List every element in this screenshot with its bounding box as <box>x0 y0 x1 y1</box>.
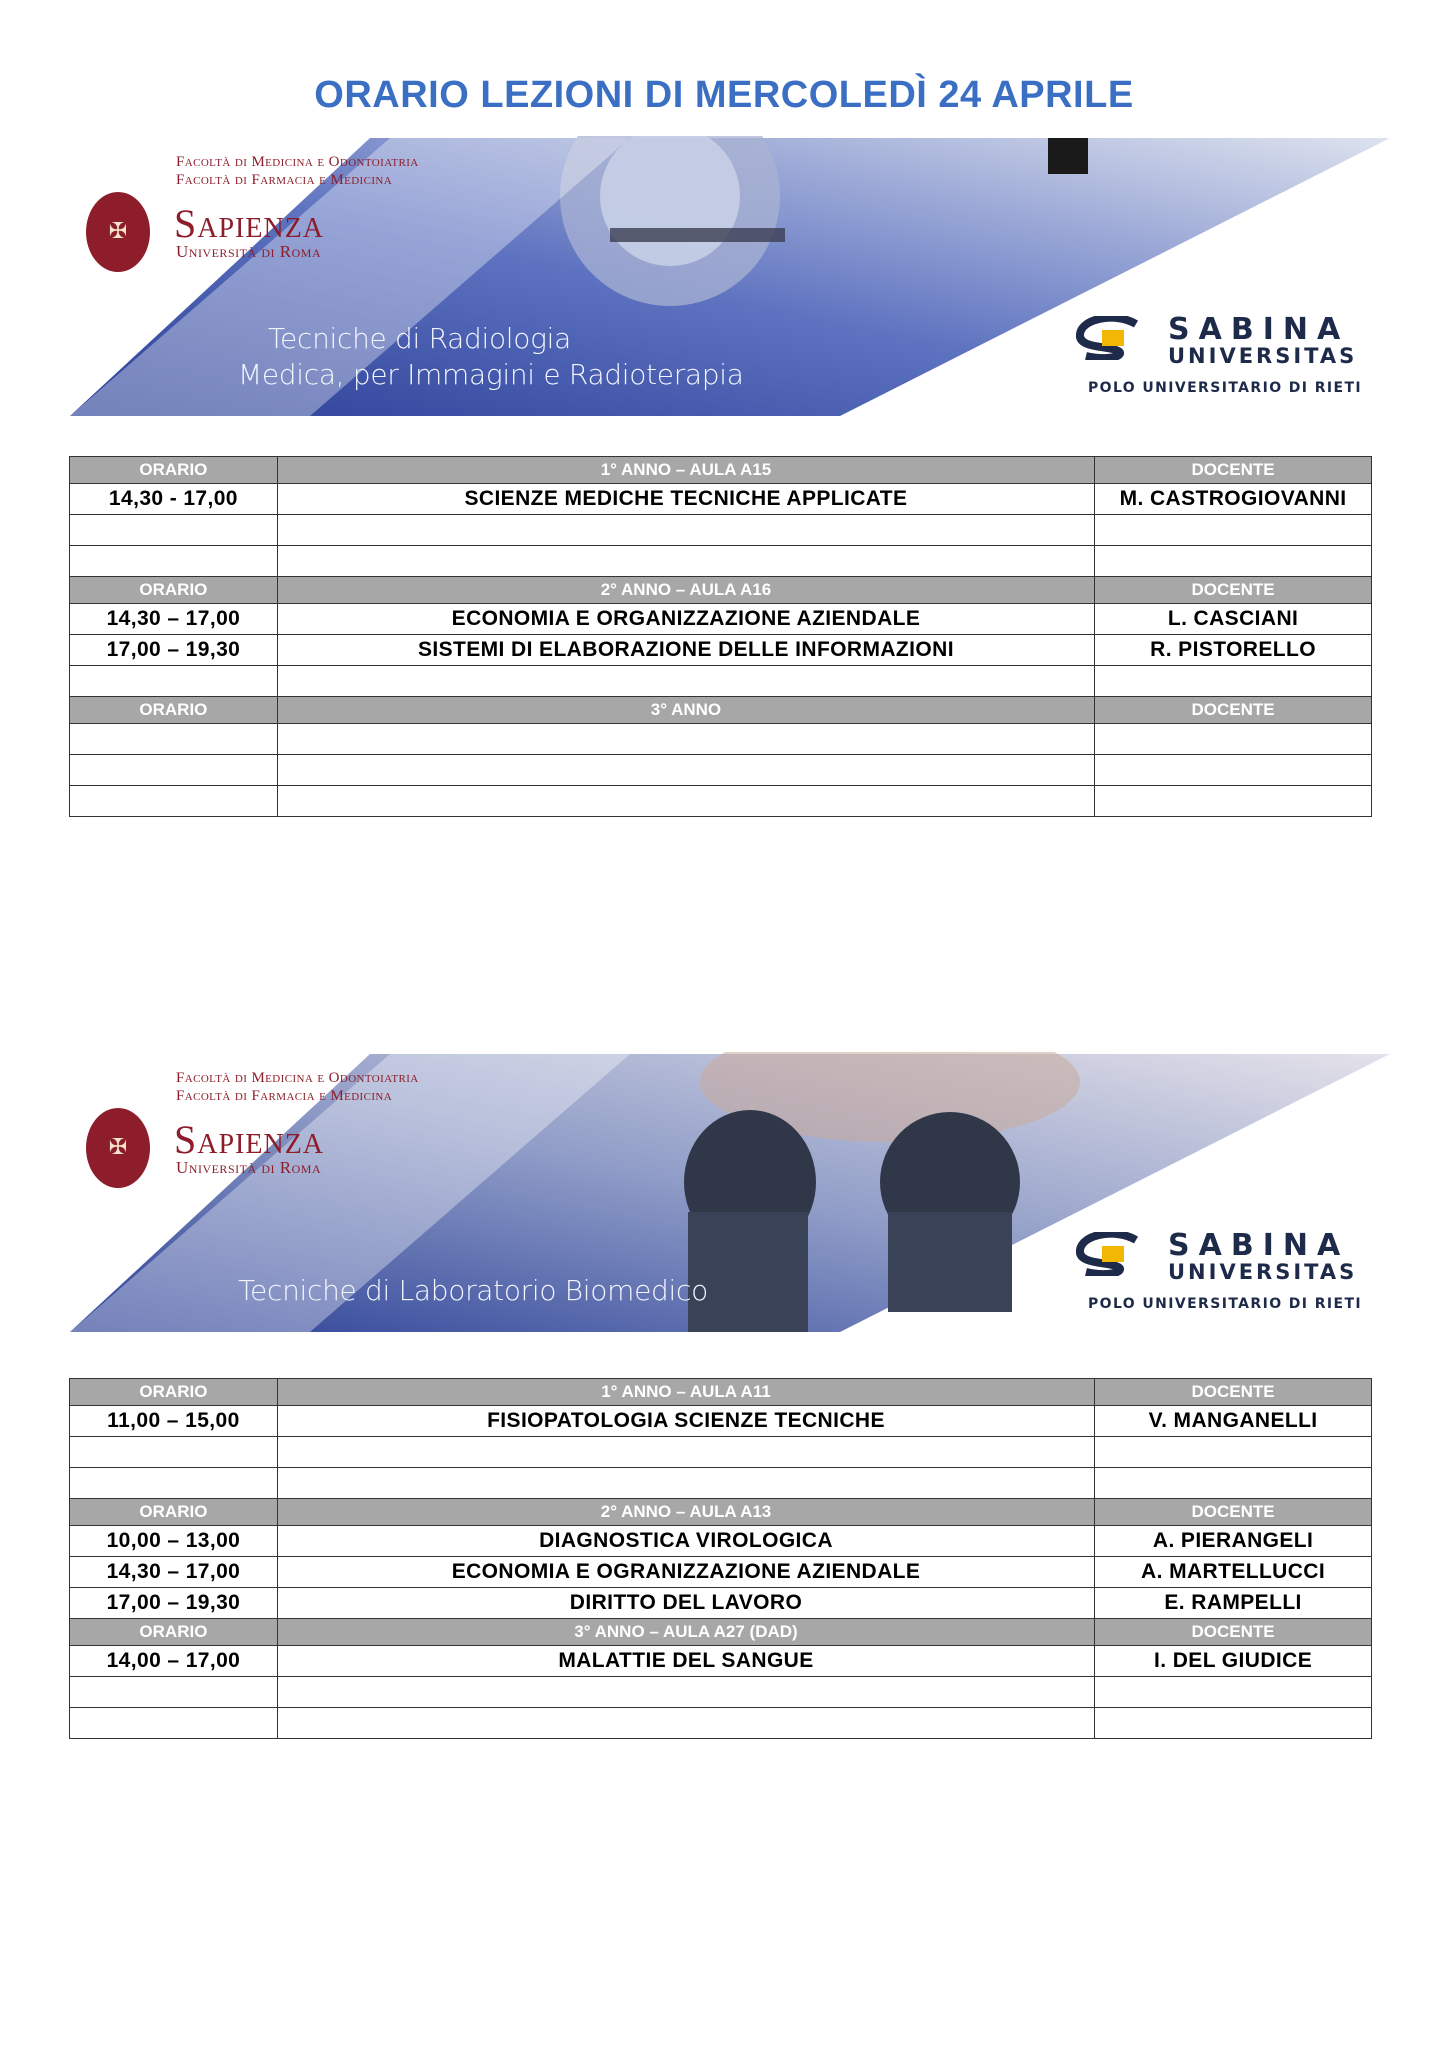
teacher-cell <box>1095 1708 1372 1739</box>
teacher-cell <box>1095 666 1372 697</box>
time-cell <box>70 786 278 817</box>
time-cell: 17,00 – 19,30 <box>70 1588 278 1619</box>
course-title-line-1: Tecniche di Laboratorio Biomedico <box>238 1274 708 1307</box>
faculty-line-1: Facoltà di Medicina e Odontoiatria <box>176 154 419 170</box>
subject-cell <box>277 1437 1094 1468</box>
sabina-book-icon <box>1076 1232 1144 1276</box>
time-header: ORARIO <box>70 1619 278 1646</box>
table-row <box>70 484 1372 515</box>
table-row <box>70 1677 1372 1708</box>
time-cell: 14,30 – 17,00 <box>70 604 278 635</box>
section-header-row <box>70 1499 1372 1526</box>
table-row <box>70 755 1372 786</box>
time-cell <box>70 546 278 577</box>
time-header: ORARIO <box>70 577 278 604</box>
schedule-table-radiologia <box>69 456 1372 817</box>
subject-cell <box>277 755 1094 786</box>
section-header-row <box>70 577 1372 604</box>
year-room-header: 2° ANNO – AULA A13 <box>277 1499 1094 1526</box>
course-title-line-2: Medica, per Immagini e Radioterapia <box>238 358 744 391</box>
subject-cell: ECONOMIA E ORGANIZZAZIONE AZIENDALE <box>277 604 1094 635</box>
subject-cell <box>277 515 1094 546</box>
year-room-header: 1° ANNO – AULA A15 <box>277 457 1094 484</box>
university-name: Sapienza <box>174 201 325 246</box>
table-row <box>70 1588 1372 1619</box>
sapienza-crest-icon: ✠ <box>86 1108 150 1188</box>
subject-cell: SCIENZE MEDICHE TECNICHE APPLICATE <box>277 484 1094 515</box>
table-row <box>70 1526 1372 1557</box>
teacher-cell <box>1095 515 1372 546</box>
time-header: ORARIO <box>70 1499 278 1526</box>
teacher-cell: L. CASCIANI <box>1095 604 1372 635</box>
table-row <box>70 604 1372 635</box>
teacher-header: DOCENTE <box>1095 1499 1372 1526</box>
teacher-header: DOCENTE <box>1095 1379 1372 1406</box>
course-banner-laboratorio <box>70 1052 1390 1332</box>
table-row <box>70 1406 1372 1437</box>
subject-cell <box>277 786 1094 817</box>
teacher-cell: A. PIERANGELI <box>1095 1526 1372 1557</box>
teacher-header: DOCENTE <box>1095 697 1372 724</box>
subject-cell: DIRITTO DEL LAVORO <box>277 1588 1094 1619</box>
page-title: ORARIO LEZIONI DI MERCOLEDÌ 24 APRILE <box>314 74 1134 116</box>
time-cell: 14,00 – 17,00 <box>70 1646 278 1677</box>
subject-cell <box>277 724 1094 755</box>
sabina-book-icon <box>1076 316 1144 360</box>
section-header-row <box>70 1619 1372 1646</box>
table-row <box>70 1557 1372 1588</box>
faculty-line-2: Facoltà di Farmacia e Medicina <box>176 172 393 188</box>
time-cell <box>70 666 278 697</box>
teacher-header: DOCENTE <box>1095 457 1372 484</box>
year-room-header: 2° ANNO – AULA A16 <box>277 577 1094 604</box>
teacher-cell <box>1095 755 1372 786</box>
time-header: ORARIO <box>70 697 278 724</box>
table-row <box>70 1646 1372 1677</box>
year-room-header: 3° ANNO – AULA A27 (DAD) <box>277 1619 1094 1646</box>
partner-tagline: POLO UNIVERSITARIO DI RIETI <box>1088 380 1363 396</box>
subject-cell: MALATTIE DEL SANGUE <box>277 1646 1094 1677</box>
teacher-cell <box>1095 786 1372 817</box>
year-room-header: 3° ANNO <box>277 697 1094 724</box>
faculty-line-1: Facoltà di Medicina e Odontoiatria <box>176 1070 419 1086</box>
time-header: ORARIO <box>70 1379 278 1406</box>
teacher-cell <box>1095 546 1372 577</box>
teacher-cell <box>1095 724 1372 755</box>
table-row <box>70 635 1372 666</box>
time-cell: 17,00 – 19,30 <box>70 635 278 666</box>
subject-cell: ECONOMIA E OGRANIZZAZIONE AZIENDALE <box>277 1557 1094 1588</box>
table-row <box>70 1437 1372 1468</box>
time-cell <box>70 1437 278 1468</box>
partner-tagline: POLO UNIVERSITARIO DI RIETI <box>1088 1296 1363 1312</box>
sabina-universitas-logo <box>1076 312 1366 402</box>
university-name: Sapienza <box>174 1117 325 1162</box>
time-cell <box>70 755 278 786</box>
subject-cell <box>277 546 1094 577</box>
university-subtitle: Università di Roma <box>176 242 322 261</box>
time-cell: 10,00 – 13,00 <box>70 1526 278 1557</box>
subject-cell <box>277 666 1094 697</box>
section-header-row <box>70 457 1372 484</box>
partner-name-line-2: UNIVERSITAS <box>1168 1260 1358 1284</box>
teacher-header: DOCENTE <box>1095 577 1372 604</box>
subject-cell: SISTEMI DI ELABORAZIONE DELLE INFORMAZIONI <box>277 635 1094 666</box>
time-cell <box>70 1708 278 1739</box>
section-header-row <box>70 697 1372 724</box>
year-room-header: 1° ANNO – AULA A11 <box>277 1379 1094 1406</box>
course-title-line-1: Tecniche di Radiologia <box>268 322 571 355</box>
teacher-cell <box>1095 1437 1372 1468</box>
teacher-cell: A. MARTELLUCCI <box>1095 1557 1372 1588</box>
partner-name-line-1: SABINA <box>1168 1228 1350 1263</box>
faculty-line-2: Facoltà di Farmacia e Medicina <box>176 1088 393 1104</box>
table-row <box>70 724 1372 755</box>
section-header-row <box>70 1379 1372 1406</box>
sabina-universitas-logo <box>1076 1228 1366 1318</box>
time-cell <box>70 1468 278 1499</box>
table-row <box>70 546 1372 577</box>
time-cell: 11,00 – 15,00 <box>70 1406 278 1437</box>
teacher-cell: V. MANGANELLI <box>1095 1406 1372 1437</box>
partner-name-line-2: UNIVERSITAS <box>1168 344 1358 368</box>
subject-cell: DIAGNOSTICA VIROLOGICA <box>277 1526 1094 1557</box>
teacher-cell: I. DEL GIUDICE <box>1095 1646 1372 1677</box>
partner-name-line-1: SABINA <box>1168 312 1350 347</box>
subject-cell <box>277 1468 1094 1499</box>
subject-cell: FISIOPATOLOGIA SCIENZE TECNICHE <box>277 1406 1094 1437</box>
teacher-cell: R. PISTORELLO <box>1095 635 1372 666</box>
time-cell <box>70 515 278 546</box>
time-cell <box>70 1677 278 1708</box>
table-row <box>70 786 1372 817</box>
table-row <box>70 515 1372 546</box>
time-header: ORARIO <box>70 457 278 484</box>
subject-cell <box>277 1677 1094 1708</box>
table-row <box>70 1708 1372 1739</box>
time-cell: 14,30 – 17,00 <box>70 1557 278 1588</box>
subject-cell <box>277 1708 1094 1739</box>
table-row <box>70 1468 1372 1499</box>
teacher-header: DOCENTE <box>1095 1619 1372 1646</box>
time-cell: 14,30 - 17,00 <box>70 484 278 515</box>
time-cell <box>70 724 278 755</box>
sapienza-crest-icon: ✠ <box>86 192 150 272</box>
teacher-cell: E. RAMPELLI <box>1095 1588 1372 1619</box>
teacher-cell <box>1095 1677 1372 1708</box>
table-row <box>70 666 1372 697</box>
teacher-cell: M. CASTROGIOVANNI <box>1095 484 1372 515</box>
schedule-table-laboratorio <box>69 1378 1372 1739</box>
course-banner-radiologia <box>70 136 1390 416</box>
teacher-cell <box>1095 1468 1372 1499</box>
university-subtitle: Università di Roma <box>176 1158 322 1177</box>
